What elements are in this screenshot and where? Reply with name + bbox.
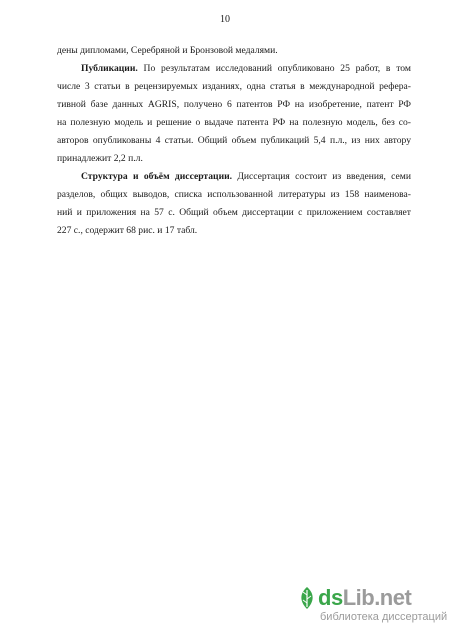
document-body bbox=[57, 42, 411, 240]
paragraph-line: тивной базе данных AGRIS, получено 6 патентов РФ на изобретение, патент РФ bbox=[57, 99, 411, 110]
page-number: 10 bbox=[220, 14, 230, 25]
paragraph-line: 227 с., содержит 68 рис. и 17 табл. bbox=[57, 225, 198, 236]
paragraph-line: дены дипломами, Серебряной и Бронзовой медалями. bbox=[57, 45, 278, 56]
paragraph-line: числе 3 статьи в рецензируемых изданиях, одна статья в международной рефера- bbox=[57, 81, 411, 92]
paragraph-line: ний и приложения на 57 с. Общий объем диссертации с приложением составляет bbox=[57, 207, 411, 218]
paragraph-text: Диссертация состоит из введения, семи bbox=[232, 171, 412, 182]
watermark-brand bbox=[318, 585, 411, 611]
paragraph-line bbox=[57, 60, 411, 78]
paragraph-line: авторов опубликованы 4 статьи. Общий объем публикаций 5,4 п.л., из них автору bbox=[57, 135, 411, 146]
paragraph-line: на полезную модель и решение о выдаче патента РФ на полезную модель, без со- bbox=[57, 117, 411, 128]
section-heading-structure: Структура и объём диссертации. bbox=[81, 171, 233, 182]
brand-ds: ds bbox=[318, 585, 343, 610]
paragraph-line: принадлежит 2,2 п.л. bbox=[57, 153, 143, 164]
paragraph-text: По результатам исследований опубликовано 25 работ, в том bbox=[137, 63, 411, 74]
section-heading-publications: Публикации. bbox=[81, 63, 138, 74]
brand-net: .net bbox=[374, 585, 412, 610]
watermark-subtitle: библиотека диссертаций bbox=[320, 611, 448, 623]
dslib-watermark[interactable] bbox=[296, 585, 448, 625]
paragraph-line bbox=[57, 168, 411, 186]
paragraph-line: разделов, общих выводов, списка использованной литературы из 158 наименова- bbox=[57, 189, 411, 200]
leaf-icon bbox=[296, 585, 318, 611]
brand-lib: Lib bbox=[342, 585, 375, 610]
